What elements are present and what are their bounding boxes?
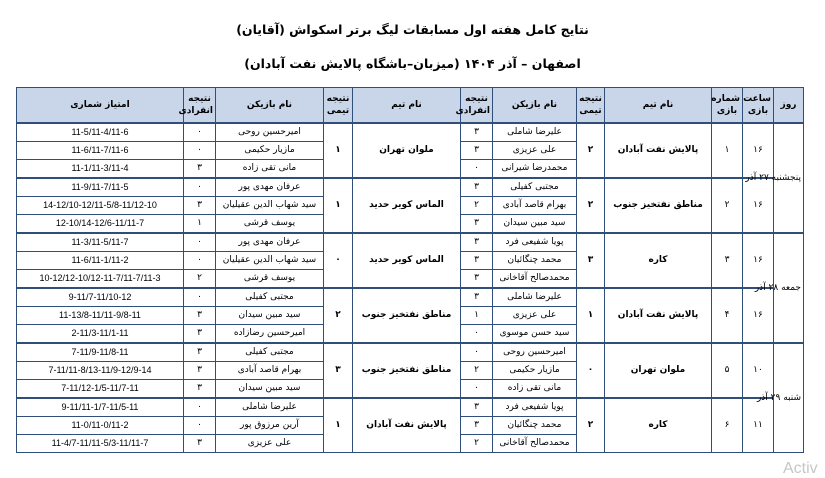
home-player-score: ۲ [461,435,493,453]
match-number: ۱ [712,123,743,178]
results-table [16,87,804,453]
away-player-score: ۳ [184,307,216,325]
home-player-score: ۲ [461,197,493,215]
home-player: علیرضا شاملی [493,288,577,307]
header-team-home: نام تیم [605,88,712,124]
away-player: امیرحسین روحی [216,123,324,142]
home-player: پویا شفیعی فرد [493,233,577,252]
match-number: ۲ [712,178,743,233]
away-player: یوسف قرشی [216,270,324,289]
game-score: 11-4/7-11/11-5/3-11/11-7 [17,435,184,453]
match-number: ۴ [712,288,743,343]
away-team-result: ۳ [324,343,353,398]
away-player: سید مبین سیدان [216,307,324,325]
home-team-name: پالایش نفت آبادان [605,288,712,343]
home-player-score: ۳ [461,417,493,435]
home-player: مانی تقی زاده [493,380,577,399]
game-score: 7-11/12-1/5-11/7-11 [17,380,184,399]
away-player-score: ۲ [184,270,216,289]
game-score: 11-9/11-7/11-5 [17,178,184,197]
away-team-result: ۱ [324,398,353,453]
away-team-result: ۰ [324,233,353,288]
home-player-score: ۳ [461,288,493,307]
day-cell: پنجشنبه ۲۷ آذر [774,123,804,233]
table-header-row [17,88,804,124]
home-team-result: ۲ [577,123,605,178]
game-score: 11-1/11-3/11-4 [17,160,184,179]
away-player-score: ۰ [184,123,216,142]
header-individual-home: نتیجه انفرادی [461,88,493,124]
game-score: 12-10/14-12/6-11/11-7 [17,215,184,234]
away-player: عرفان مهدی پور [216,178,324,197]
game-score: 11-0/11-0/11-2 [17,417,184,435]
away-player: سید مبین سیدان [216,380,324,399]
match-time: ۱۶ [743,123,774,178]
home-player: پویا شفیعی فرد [493,398,577,417]
home-team-name: مناطق نفتخیز جنوب [605,178,712,233]
home-player-score: ۰ [461,325,493,344]
home-player: علی عزیزی [493,307,577,325]
away-player: بهرام قاصد آبادی [216,362,324,380]
game-score: 9-11/11-1/7-11/5-11 [17,398,184,417]
away-player-score: ۰ [184,288,216,307]
match-time: ۱۱ [743,398,774,453]
away-team-name: الماس کویر حدید [353,233,461,288]
away-player-score: ۰ [184,142,216,160]
away-team-result: ۱ [324,178,353,233]
home-player: مجتبی کفیلی [493,178,577,197]
away-player: مجتبی کفیلی [216,288,324,307]
match-number: ۶ [712,398,743,453]
away-player-score: ۰ [184,252,216,270]
page-subtitle: اصفهان – آذر ۱۴۰۴ (میزبان–باشگاه پالایش نفت آبادان) [244,56,581,71]
away-player-score: ۱ [184,215,216,234]
away-player-score: ۳ [184,380,216,399]
table-row [17,178,804,197]
home-player: بهرام قاصد آبادی [493,197,577,215]
home-player: محمدصالح آقاخانی [493,270,577,289]
away-player-score: ۳ [184,362,216,380]
home-player: محمد چنگائیان [493,252,577,270]
header-day: روز [774,88,804,124]
home-player-score: ۳ [461,252,493,270]
home-player-score: ۳ [461,270,493,289]
home-player: محمدرضا شیرانی [493,160,577,179]
away-team-name: ملوان تهران [353,123,461,178]
header-team-away: نام تیم [353,88,461,124]
away-player-score: ۰ [184,417,216,435]
match-time: ۱۶ [743,178,774,233]
game-score: 11-3/11-5/11-7 [17,233,184,252]
away-team-name: مناطق نفتخیز جنوب [353,288,461,343]
home-player: سید حسن موسوی [493,325,577,344]
away-team-result: ۱ [324,123,353,178]
home-team-name: کاره [605,398,712,453]
home-player-score: ۱ [461,307,493,325]
game-score: 11-6/11-7/11-6 [17,142,184,160]
away-player-score: ۳ [184,197,216,215]
game-score: 7-11/9-11/8-11 [17,343,184,362]
away-player: آرین مرزوق پور [216,417,324,435]
day-cell: جمعه ۲۸ آذر [774,233,804,343]
header-player-away: نام بازیکن [216,88,324,124]
home-player: محمد چنگائیان [493,417,577,435]
away-team-name: الماس کویر حدید [353,178,461,233]
home-player: سید مبین سیدان [493,215,577,234]
game-score: 7-11/11-8/13-11/9-12/9-14 [17,362,184,380]
header-time: ساعت بازی [743,88,774,124]
home-player-score: ۳ [461,233,493,252]
match-number: ۵ [712,343,743,398]
table-row [17,343,804,362]
game-score: 2-11/3-11/1-11 [17,325,184,344]
home-team-name: کاره [605,233,712,288]
header-team-result-away: نتیجه تیمی [324,88,353,124]
away-player: مانی تقی زاده [216,160,324,179]
home-team-result: ۲ [577,398,605,453]
home-team-result: ۲ [577,178,605,233]
away-player: علی عزیزی [216,435,324,453]
game-score: 14-12/10-12/11-5/8-11/12-10 [17,197,184,215]
away-player: مازیار حکیمی [216,142,324,160]
away-player: یوسف قرشی [216,215,324,234]
away-player: عرفان مهدی پور [216,233,324,252]
away-player-score: ۰ [184,233,216,252]
home-player-score: ۳ [461,123,493,142]
home-player-score: ۲ [461,362,493,380]
game-score: 11-13/8-11/11-9/8-11 [17,307,184,325]
home-team-result: ۰ [577,343,605,398]
home-team-name: ملوان تهران [605,343,712,398]
header-individual-away: نتیجه انفرادی [184,88,216,124]
away-team-name: مناطق نفتخیز جنوب [353,343,461,398]
game-score: 11-5/11-4/11-6 [17,123,184,142]
away-player-score: ۰ [184,398,216,417]
home-player: محمدصالح آقاخانی [493,435,577,453]
away-player: سید شهاب الدین عقیلیان [216,252,324,270]
home-team-name: پالایش نفت آبادان [605,123,712,178]
home-player-score: ۰ [461,380,493,399]
page-title: نتایج کامل هفته اول مسابقات لیگ برتر اسکواش (آقایان) [236,22,589,37]
home-player-score: ۳ [461,215,493,234]
table-row [17,398,804,417]
header-score: امتیاز شماری [17,88,184,124]
match-number: ۳ [712,233,743,288]
home-team-result: ۳ [577,233,605,288]
match-time: ۱۶ [743,233,774,288]
home-player-score: ۳ [461,178,493,197]
away-player-score: ۳ [184,343,216,362]
away-player-score: ۳ [184,160,216,179]
home-player-score: ۰ [461,160,493,179]
away-player: مجتبی کفیلی [216,343,324,362]
table-row [17,123,804,142]
away-player: امیرحسین رضازاده [216,325,324,344]
home-player-score: ۰ [461,343,493,362]
home-player: مازیار حکیمی [493,362,577,380]
away-player: سید شهاب الدین عقیلیان [216,197,324,215]
home-team-result: ۱ [577,288,605,343]
header-player-home: نام بازیکن [493,88,577,124]
header-team-result-home: نتیجه تیمی [577,88,605,124]
home-player-score: ۳ [461,398,493,417]
table-row [17,288,804,307]
away-team-result: ۲ [324,288,353,343]
away-player: علیرضا شاملی [216,398,324,417]
home-player: علیرضا شاملی [493,123,577,142]
game-score: 9-11/7-11/10-12 [17,288,184,307]
home-player: علی عزیزی [493,142,577,160]
game-score: 10-12/12-10/12-11-7/11-7/11-3 [17,270,184,289]
home-player-score: ۳ [461,142,493,160]
header-match-no: شماره بازی [712,88,743,124]
table-row [17,233,804,252]
away-player-score: ۳ [184,325,216,344]
day-cell: شنبه ۲۹ آذر [774,343,804,453]
away-player-score: ۳ [184,435,216,453]
game-score: 11-6/11-1/11-2 [17,252,184,270]
home-player: امیرحسین روحی [493,343,577,362]
away-team-name: پالایش نفت آبادان [353,398,461,453]
match-time: ۱۰ [743,343,774,398]
match-time: ۱۶ [743,288,774,343]
activation-watermark: Activ [783,460,818,477]
away-player-score: ۰ [184,178,216,197]
